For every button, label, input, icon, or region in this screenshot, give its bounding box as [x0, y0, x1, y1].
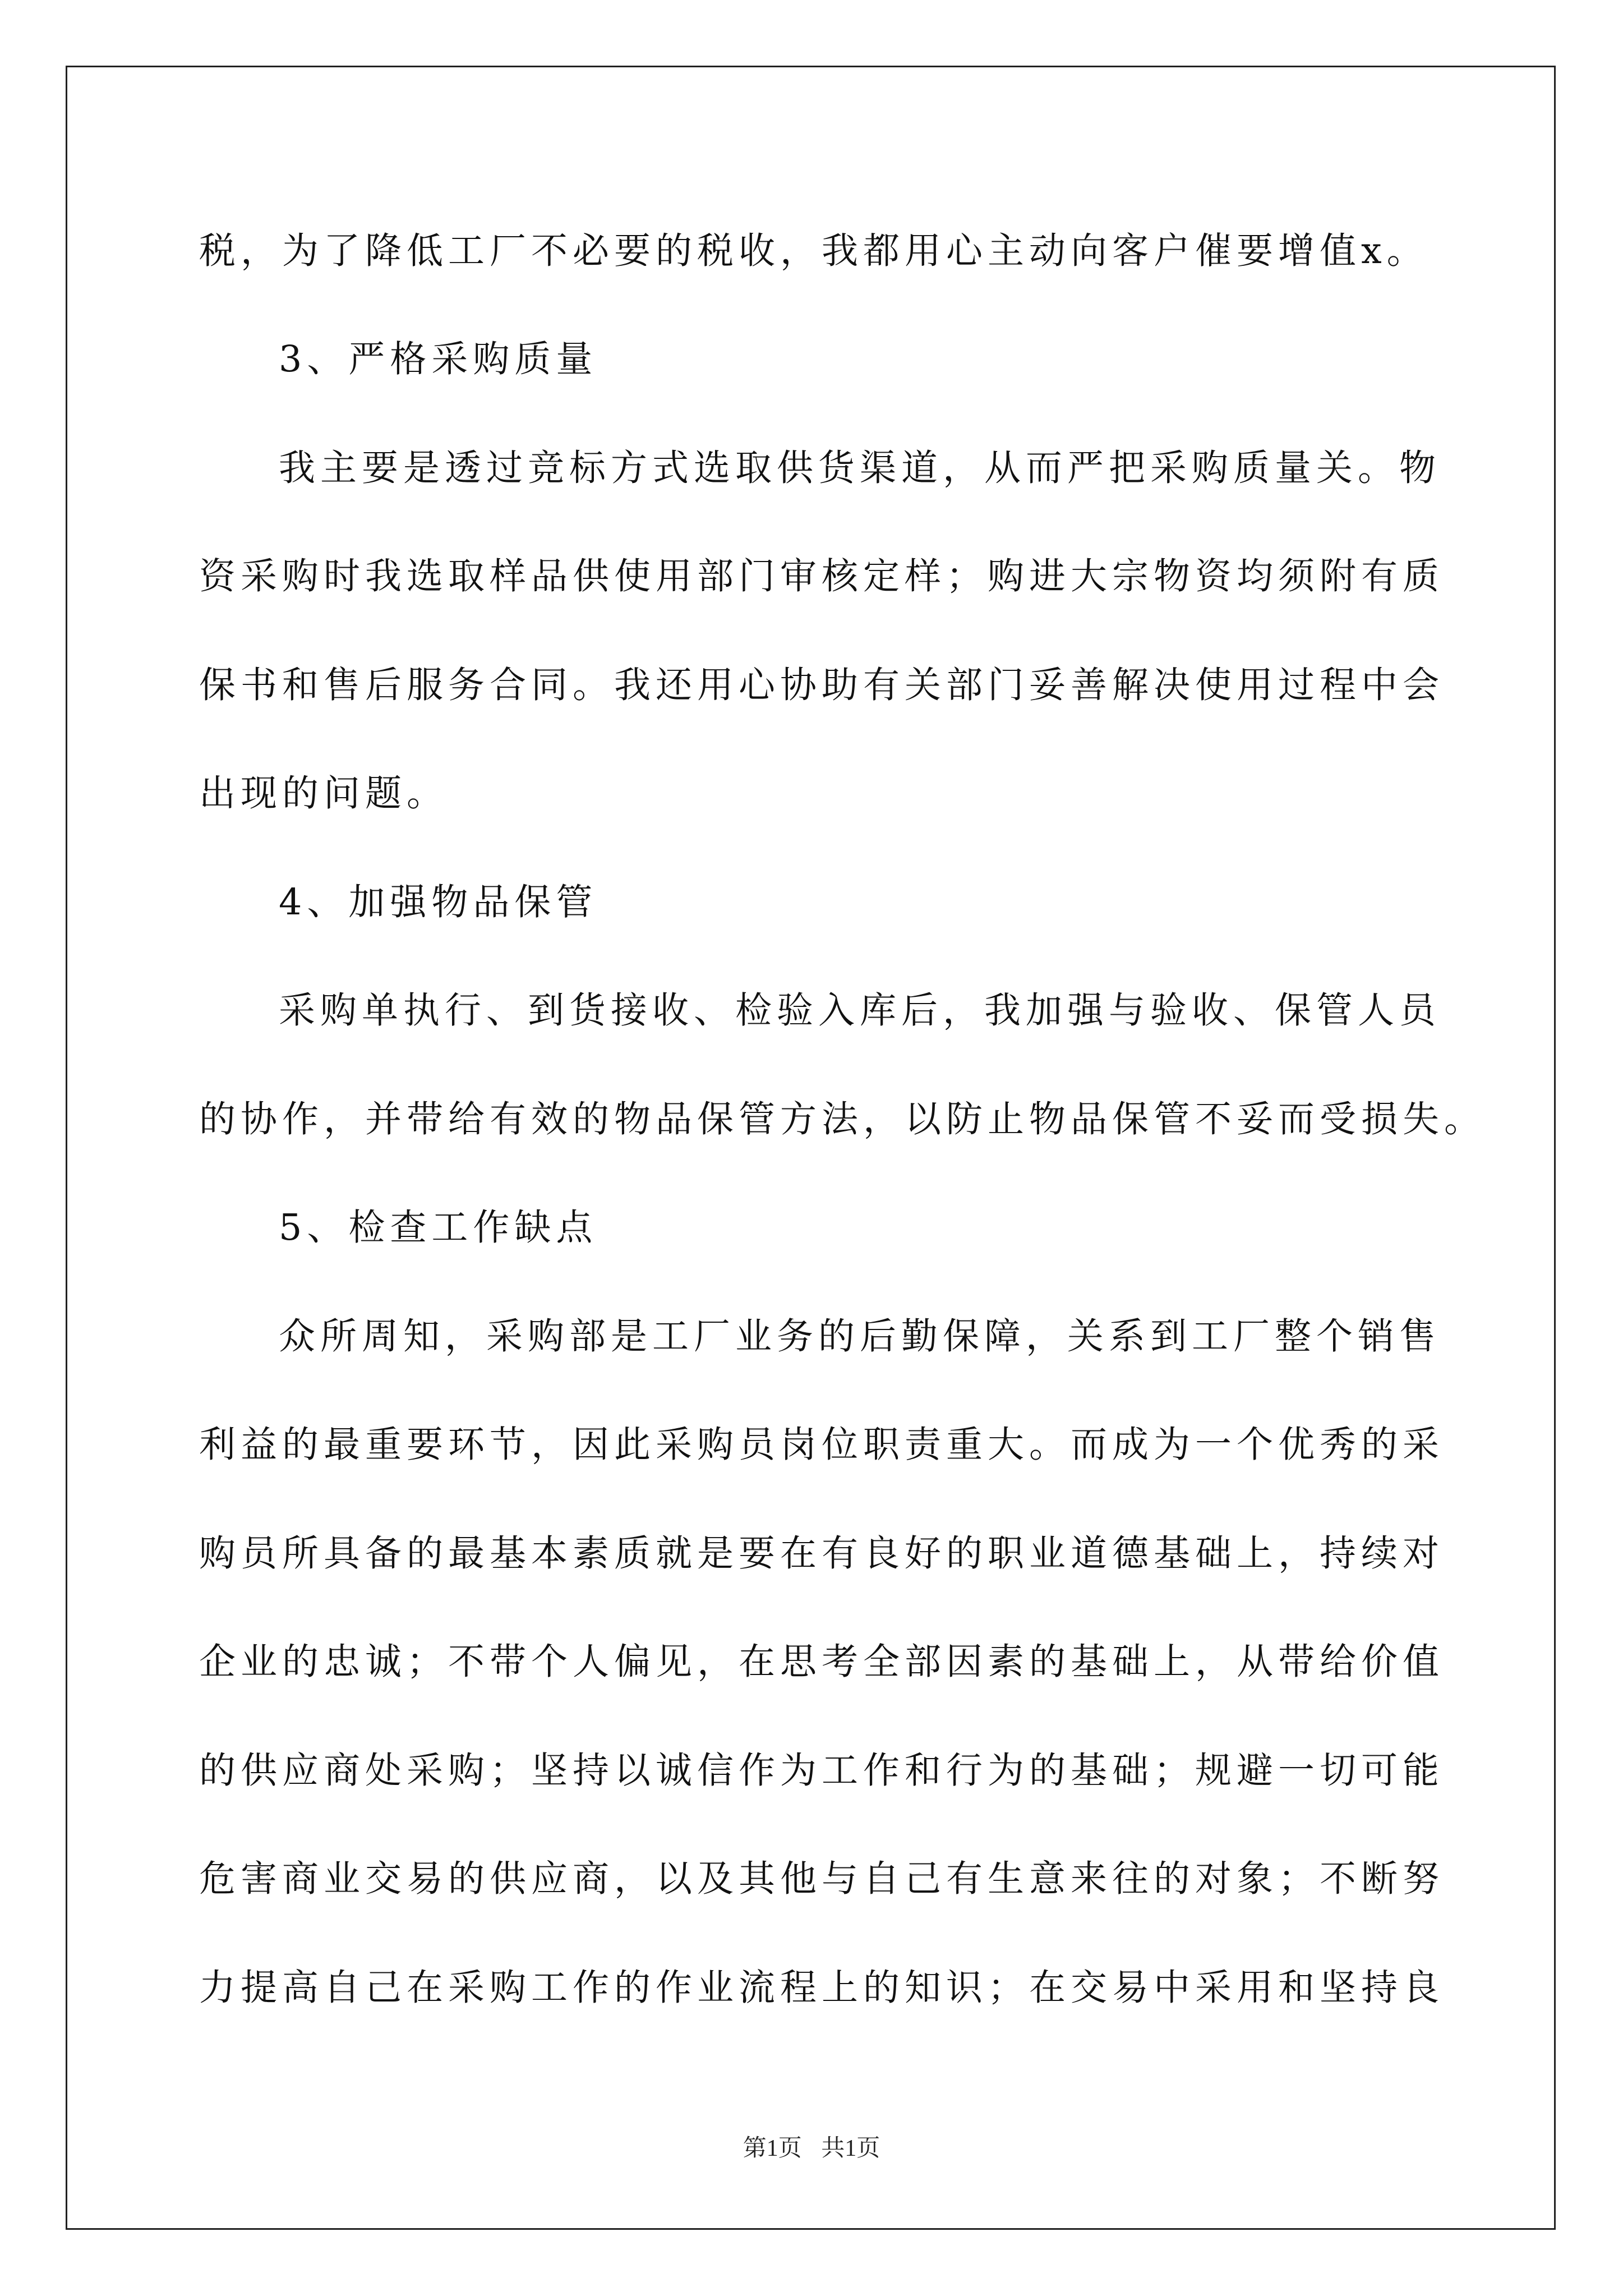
- body-text-line: 购员所具备的最基本素质就是要在有良好的职业道德基础上，持续对: [199, 1533, 1445, 1575]
- body-text-line: 危害商业交易的供应商，以及其他与自己有生意来往的对象；不断努: [199, 1858, 1445, 1900]
- total-pages-label: 共1页: [821, 2136, 880, 2161]
- section-heading-4: 4、加强物品保管: [279, 881, 598, 923]
- body-text-line: 保书和售后服务合同。我还用心协助有关部门妥善解决使用过程中会: [199, 664, 1445, 706]
- page-footer: [0, 2132, 1623, 2165]
- body-text-line: 税，为了降低工厂不必要的税收，我都用心主动向客户催要增值x。: [199, 230, 1428, 272]
- body-text-line: 资采购时我选取样品供使用部门审核定样；购进大宗物资均须附有质: [199, 555, 1445, 597]
- current-page-label: 第1页: [743, 2136, 802, 2161]
- page-border: [66, 66, 1556, 2230]
- body-text-line: 众所周知，采购部是工厂业务的后勤保障，关系到工厂整个销售: [279, 1315, 1441, 1358]
- body-text-line: 利益的最重要环节，因此采购员岗位职责重大。而成为一个优秀的采: [199, 1424, 1445, 1466]
- body-text-line: 的协作，并带给有效的物品保管方法，以防止物品保管不妥而受损失。: [199, 1098, 1486, 1140]
- section-heading-5: 5、检查工作缺点: [279, 1207, 598, 1249]
- body-text-line: 采购单执行、到货接收、检验入库后，我加强与验收、保管人员: [279, 990, 1441, 1032]
- body-text-line: 力提高自己在采购工作的作业流程上的知识；在交易中采用和坚持良: [199, 1967, 1445, 2009]
- body-text-line: 的供应商处采购；坚持以诚信作为工作和行为的基础；规避一切可能: [199, 1750, 1445, 1792]
- body-text-line: 企业的忠诚；不带个人偏见，在思考全部因素的基础上，从带给价值: [199, 1641, 1445, 1683]
- body-text-line: 出现的问题。: [199, 772, 449, 815]
- body-text-line: 我主要是透过竞标方式选取供货渠道，从而严把采购质量关。物: [279, 447, 1441, 489]
- section-heading-3: 3、严格采购质量: [279, 338, 598, 380]
